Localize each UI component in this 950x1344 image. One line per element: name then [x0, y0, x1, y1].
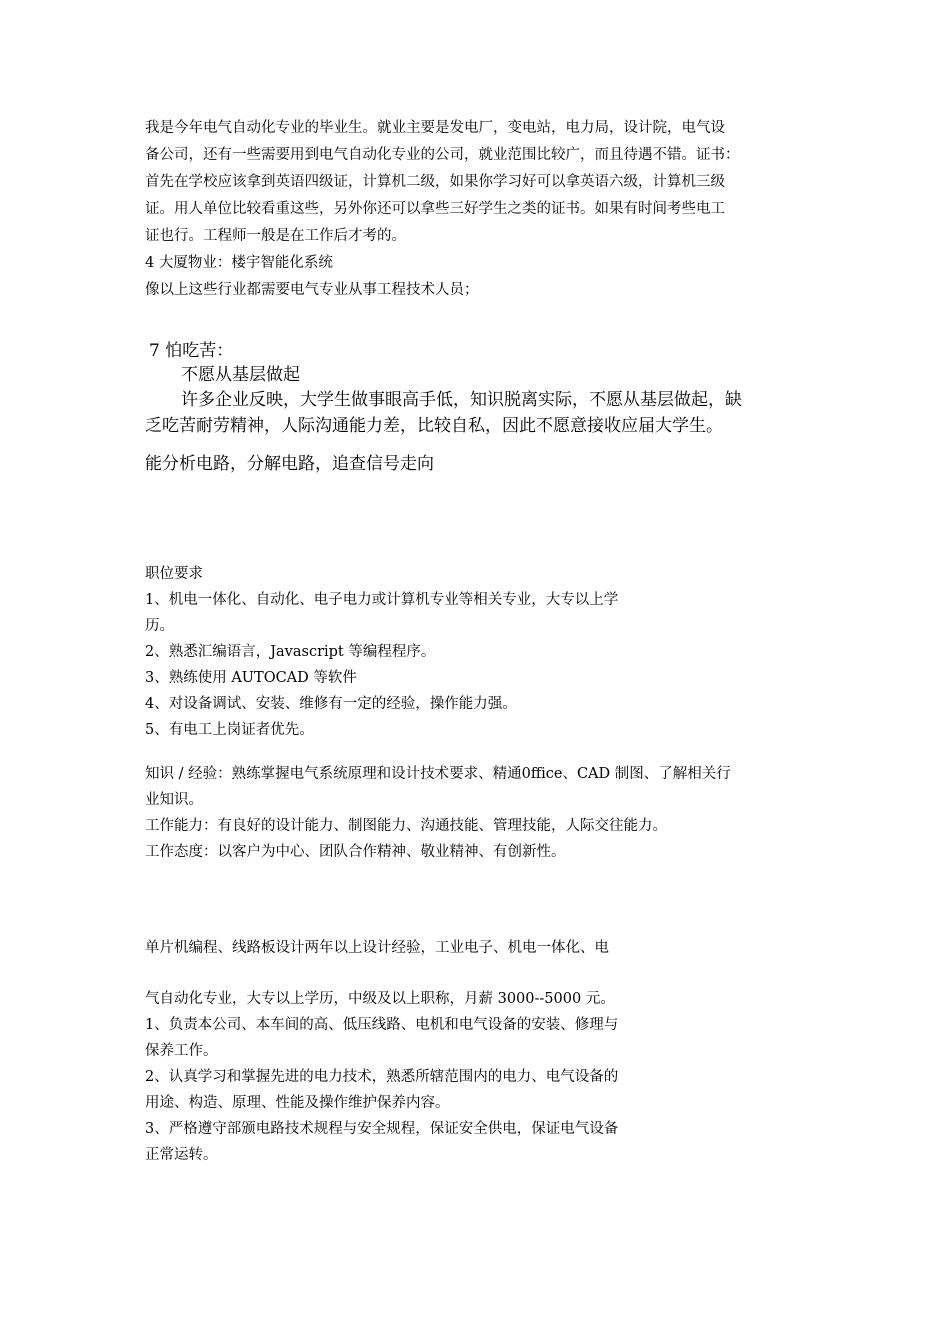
- mcu-line: 单片机编程、线路板设计两年以上设计经验，工业电子、机电一体化、电: [145, 940, 609, 956]
- intro-line: 证。用人单位比较看重这些，另外你还可以拿些三好学生之类的证书。如果有时间考些电工: [145, 201, 725, 217]
- section-7-subheading: 不愿从基层做起: [181, 365, 300, 385]
- job-requirements: [145, 561, 618, 743]
- mcu-line: 用途、构造、原理、性能及操作维护保养内容。: [145, 1095, 450, 1111]
- skills-line: 知识 / 经验：熟练掌握电气系统原理和设计技术要求、精通0ffice、CAD 制图、了解相关行: [145, 766, 731, 782]
- requirement-line: 4、对设备调试、安装、维修有一定的经验，操作能力强。: [145, 696, 517, 712]
- section-7-body-line: 乏吃苦耐劳精神，人际沟通能力差，比较自私，因此不愿意接收应届大学生。: [145, 416, 723, 436]
- mcu-line: 3、严格遵守部颁电路技术规程与安全规程，保证安全供电，保证电气设备: [145, 1121, 619, 1137]
- mcu-line: 2、认真学习和掌握先进的电力技术，熟悉所辖范围内的电力、电气设备的: [145, 1069, 619, 1085]
- requirement-line: 3、熟练使用 AUTOCAD 等软件: [145, 670, 357, 686]
- skills-section: [145, 761, 731, 865]
- mcu-line: 气自动化专业，大专以上学历，中级及以上职称，月薪 3000--5000 元。: [145, 991, 615, 1007]
- intro-line: 备公司，还有一些需要用到电气自动化专业的公司，就业范围比较广，而且待遇不错。证书：: [145, 147, 740, 163]
- intro-line: 首先在学校应该拿到英语四级证，计算机二级，如果你学习好可以拿英语六级，计算机三级: [145, 174, 725, 190]
- intro-item-4: 4 大厦物业：楼宇智能化系统: [145, 255, 333, 271]
- skills-line: 工作能力：有良好的设计能力、制图能力、沟通技能、管理技能，人际交往能力。: [145, 818, 667, 834]
- skills-line: 业知识。: [145, 792, 203, 808]
- section-7-heading: 7 怕吃苦：: [149, 341, 234, 361]
- skills-line: 工作态度：以客户为中心、团队合作精神、敬业精神、有创新性。: [145, 844, 566, 860]
- requirement-line: 1、机电一体化、自动化、电子电力或计算机专业等相关专业，大专以上学: [145, 592, 619, 608]
- mcu-line: 1、负责本公司、本车间的高、低压线路、电机和电气设备的安装、修理与: [145, 1017, 619, 1033]
- mcu-section: [145, 986, 618, 1168]
- requirements-title: 职位要求: [145, 566, 203, 582]
- intro-paragraph: [145, 115, 740, 304]
- requirement-line: 历。: [145, 618, 174, 634]
- section-7-body-line: 许多企业反映，大学生做事眼高手低，知识脱离实际，不愿从基层做起，缺: [181, 390, 742, 410]
- intro-line: 证也行。工程师一般是在工作后才考的。: [145, 228, 406, 244]
- circuit-analysis-line: 能分析电路，分解电路，追查信号走向: [145, 454, 434, 474]
- requirement-line: 2、熟悉汇编语言，Javascript 等编程程序。: [145, 644, 436, 660]
- intro-summary: 像以上这些行业都需要电气专业从事工程技术人员；: [145, 282, 479, 298]
- mcu-line: 保养工作。: [145, 1043, 218, 1059]
- intro-line: 我是今年电气自动化专业的毕业生。就业主要是发电厂，变电站，电力局，设计院，电气设: [145, 120, 725, 136]
- mcu-line: 正常运转。: [145, 1147, 218, 1163]
- requirement-line: 5、有电工上岗证者优先。: [145, 722, 314, 738]
